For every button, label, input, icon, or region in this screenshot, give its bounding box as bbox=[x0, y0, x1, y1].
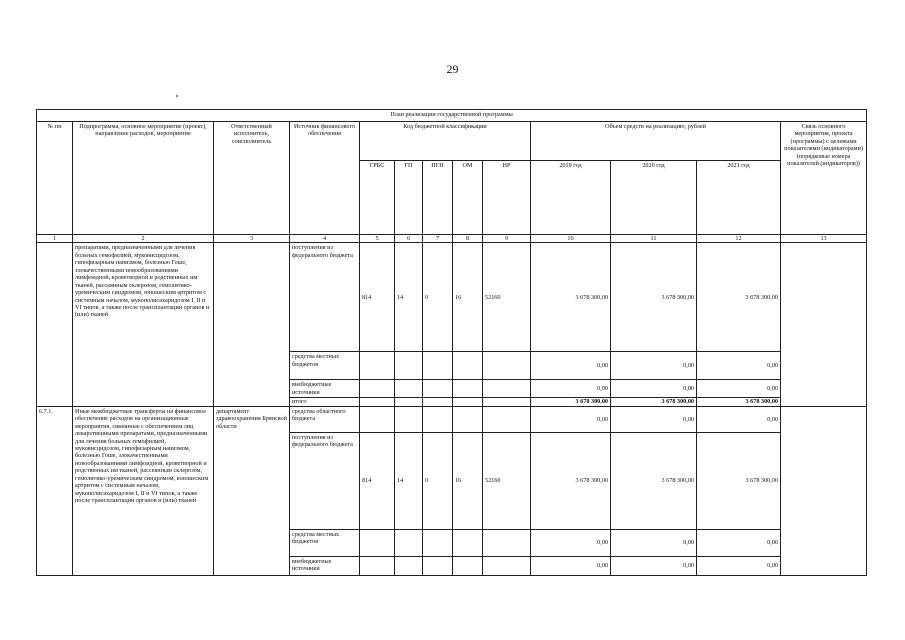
col-number: 9 bbox=[483, 235, 531, 243]
np-code: 52160 bbox=[483, 243, 531, 352]
executor-empty bbox=[214, 243, 290, 406]
funding-source: поступления из федерального бюджета bbox=[290, 243, 360, 352]
amount-2019: 0,00 bbox=[531, 406, 611, 432]
col-number: 7 bbox=[423, 235, 453, 243]
header-np: НР bbox=[483, 161, 531, 235]
header-2021: 2021 год bbox=[697, 161, 781, 235]
col-number: 10 bbox=[531, 235, 611, 243]
amount-2021: 0,00 bbox=[697, 352, 781, 380]
program-plan-table bbox=[36, 109, 867, 576]
col-number: 2 bbox=[73, 235, 214, 243]
row-num-empty bbox=[37, 243, 73, 406]
col-number: 6 bbox=[395, 235, 423, 243]
col-number: 13 bbox=[781, 235, 867, 243]
indicator-link-empty bbox=[781, 243, 867, 406]
col-number: 3 bbox=[214, 235, 290, 243]
header-grbs: ГРБС bbox=[360, 161, 395, 235]
header-source: Источник финансового обеспечения bbox=[290, 122, 360, 235]
header-pgp: ПГП bbox=[423, 161, 453, 235]
col-number: 12 bbox=[697, 235, 781, 243]
amount-2020: 0,00 bbox=[611, 352, 697, 380]
amount-2019: 0,00 bbox=[531, 556, 611, 575]
amount-2020: 3 678 300,00 bbox=[611, 243, 697, 352]
col-number: 8 bbox=[453, 235, 483, 243]
col-number: 5 bbox=[360, 235, 395, 243]
funding-source: внебюджетные источники bbox=[290, 556, 360, 575]
measure-description: препаратами, предназначенными для лечения больных гемофилией, муковисцидозом, гипофизарным нанизмом, болезнью Гоше, злокачественными новообразованиями лимфоидной, кроветворной и родственных им тканей, рассеянным склерозом, гемолитико-уремическим синдромом, юношеским артритом с системным началом, мукополисахаридозом I, II и VI типов, а также после трансплантации органов и (или) тканей bbox=[73, 243, 214, 406]
amount-2020: 0,00 bbox=[611, 406, 697, 432]
col-number: 4 bbox=[290, 235, 360, 243]
amount-2021: 3 678 300,00 bbox=[697, 243, 781, 352]
total-2021: 3 678 300,00 bbox=[697, 398, 781, 406]
scan-speck bbox=[176, 95, 178, 97]
funding-source-total: итого bbox=[290, 398, 360, 406]
funding-source: средства местных бюджетов bbox=[290, 352, 360, 380]
total-2019: 3 678 300,00 bbox=[531, 398, 611, 406]
amount-2019: 0,00 bbox=[531, 529, 611, 556]
header-num: № пп bbox=[37, 122, 73, 235]
om-code: 16 bbox=[453, 432, 483, 529]
amount-2019: 3 678 300,00 bbox=[531, 243, 611, 352]
header-budget-code: Код бюджетной классификации bbox=[360, 122, 531, 161]
amount-2021: 0,00 bbox=[697, 556, 781, 575]
pgp-code: 0 bbox=[423, 243, 453, 352]
table-title: План реализации государственной программы bbox=[37, 110, 867, 122]
amount-2021: 0,00 bbox=[697, 380, 781, 398]
header-gp: ГП bbox=[395, 161, 423, 235]
header-link: Связь основного мероприятия, проекта (программы) с целевыми показателями (индикаторами) (порядковые номера показателей (индикаторов)) bbox=[781, 122, 867, 235]
executor: департамент здравоохранения Брянской области bbox=[214, 406, 290, 575]
header-2020: 2020 год bbox=[611, 161, 697, 235]
table-row bbox=[37, 406, 867, 432]
indicator-link-empty bbox=[781, 406, 867, 575]
header-om: ОМ bbox=[453, 161, 483, 235]
amount-2021: 3 678 300,00 bbox=[697, 432, 781, 529]
grbs-code: 814 bbox=[360, 432, 395, 529]
header-2019: 2019 год bbox=[531, 161, 611, 235]
gp-code: 14 bbox=[395, 432, 423, 529]
np-code: 52160 bbox=[483, 432, 531, 529]
total-2020: 3 678 300,00 bbox=[611, 398, 697, 406]
pgp-code: 0 bbox=[423, 432, 453, 529]
row-number: 6.7.1. bbox=[37, 406, 73, 575]
amount-2019: 0,00 bbox=[531, 352, 611, 380]
amount-2020: 0,00 bbox=[611, 529, 697, 556]
gp-code: 14 bbox=[395, 243, 423, 352]
amount-2020: 3 678 300,00 bbox=[611, 432, 697, 529]
funding-source: средства областного бюджета bbox=[290, 406, 360, 432]
grbs-code: 814 bbox=[360, 243, 395, 352]
funding-source: средства местных бюджетов bbox=[290, 529, 360, 556]
funding-source: поступления из федерального бюджета bbox=[290, 432, 360, 529]
page-number: 29 bbox=[446, 62, 459, 76]
header-subprogram: Подпрограмма, основное мероприятие (проект), направление расходов, мероприятие bbox=[73, 122, 214, 235]
amount-2021: 0,00 bbox=[697, 529, 781, 556]
col-number: 1 bbox=[37, 235, 73, 243]
measure-description: Иные межбюджетные трансферты на финансовое обеспечение расходов на организационные мероприятия, связанные с обеспечением лиц лекарственными препаратами, предназначенными для лечения больных гемофилией, муковисцидозом, гипофизарным нанизмом, болезнью Гоше, злокачественными новообразованиями лимфоидной, кроветворной и родственных им тканей, рассеянным склерозом, гемолитико-уремическим синдромом, юношеским артритом с системным началом, мукополисахаридозом I, II и VI типов, а также после трансплантации органов и (или) тканей bbox=[73, 406, 214, 575]
funding-source: внебюджетные источники bbox=[290, 380, 360, 398]
amount-2019: 3 678 300,00 bbox=[531, 432, 611, 529]
amount-2019: 0,00 bbox=[531, 380, 611, 398]
header-executor: Ответственный исполнитель, соисполнитель bbox=[214, 122, 290, 235]
table-row bbox=[37, 243, 867, 352]
col-number: 11 bbox=[611, 235, 697, 243]
om-code: 16 bbox=[453, 243, 483, 352]
amount-2020: 0,00 bbox=[611, 380, 697, 398]
amount-2021: 0,00 bbox=[697, 406, 781, 432]
header-funds: Объем средств на реализацию, рублей bbox=[531, 122, 781, 161]
amount-2020: 0,00 bbox=[611, 556, 697, 575]
